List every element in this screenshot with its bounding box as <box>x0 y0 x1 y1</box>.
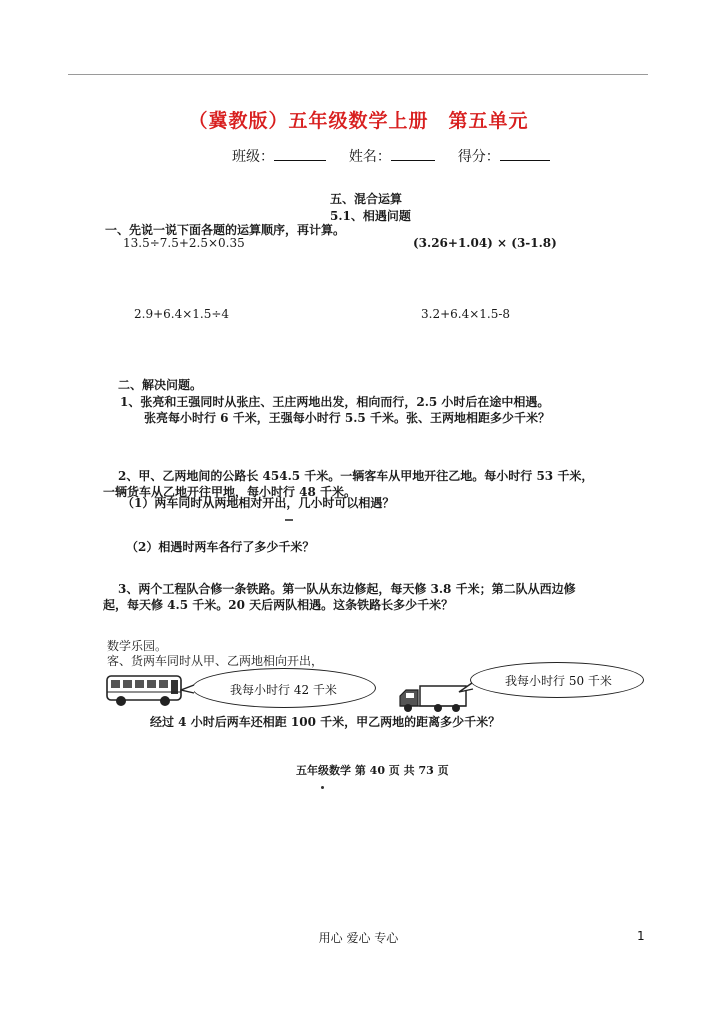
exercise-2: (3.26+1.04) × (3-1.8) <box>413 236 557 250</box>
name-blank[interactable] <box>391 146 435 161</box>
student-info-row <box>232 146 550 166</box>
q3-line2: 起，每天修 4.5 千米。20 天后两队相遇。这条铁路长多少千米？ <box>103 598 454 612</box>
bus-speech-text: 我每小时行 42 千米 <box>230 683 337 697</box>
scan-dot <box>321 786 324 789</box>
fun-intro: 客、货两车同时从甲、乙两地相向开出， <box>107 654 324 668</box>
page-number: 1 <box>637 929 645 943</box>
part2-heading: 二、解决问题。 <box>118 378 203 392</box>
bus-icon <box>105 672 185 708</box>
q2-sub1: （1）两车同时从两地相对开出，几小时可以相遇？ <box>122 496 395 510</box>
fun-question: 经过 4 小时后两车还相距 100 千米，甲乙两地的距离多少千米？ <box>150 715 501 729</box>
q1-line1: 1、张亮和王强同时从张庄、王庄两地出发，相向而行，2.5 小时后在途中相遇。 <box>120 395 550 409</box>
score-blank[interactable] <box>500 146 550 161</box>
q3-line1: 3、两个工程队合修一条铁路。第一队从东边修起，每天修 3.8 千米；第二队从西边修 <box>118 582 576 596</box>
section-heading: 五、混合运算 <box>330 192 403 206</box>
header-rule <box>68 74 648 75</box>
exercise-3: 2.9+6.4×1.5÷4 <box>134 307 230 321</box>
truck-bubble-tail <box>458 682 474 694</box>
q1-line2: 张亮每小时行 6 千米，王强每小时行 5.5 千米。张、王两地相距多少千米？ <box>144 411 550 425</box>
fun-heading: 数学乐园。 <box>107 639 168 653</box>
inner-page-footer: 五年级数学 第 40 页 共 73 页 <box>296 764 449 777</box>
section-subheading: 5.1、相遇问题 <box>330 209 411 223</box>
bus-bubble-tail <box>180 684 196 694</box>
scan-mark <box>285 519 293 521</box>
footer-slogan: 用心 爱心 专心 <box>318 931 399 945</box>
part1-instruction: 一、先说一说下面各题的运算顺序，再计算。 <box>105 223 346 237</box>
class-blank[interactable] <box>274 146 326 161</box>
class-label: 班级： <box>232 149 274 165</box>
page-title: （冀教版）五年级数学上册 第五单元 <box>188 110 529 132</box>
score-label: 得分： <box>457 149 500 165</box>
exercise-4: 3.2+6.4×1.5-8 <box>421 307 511 321</box>
exercise-1: 13.5÷7.5+2.5×0.35 <box>123 236 245 250</box>
name-label: 姓名： <box>348 149 391 165</box>
q2-sub2: （2）相遇时两车各行了多少千米？ <box>126 540 315 554</box>
q2-line1: 2、甲、乙两地间的公路长 454.5 千米。一辆客车从甲地开往乙地。每小时行 53 千米， <box>118 469 594 483</box>
q2-line2: 一辆货车从乙地开往甲地，每小时行 48 千米。 <box>103 485 357 499</box>
truck-speech-text: 我每小时行 50 千米 <box>505 674 612 688</box>
